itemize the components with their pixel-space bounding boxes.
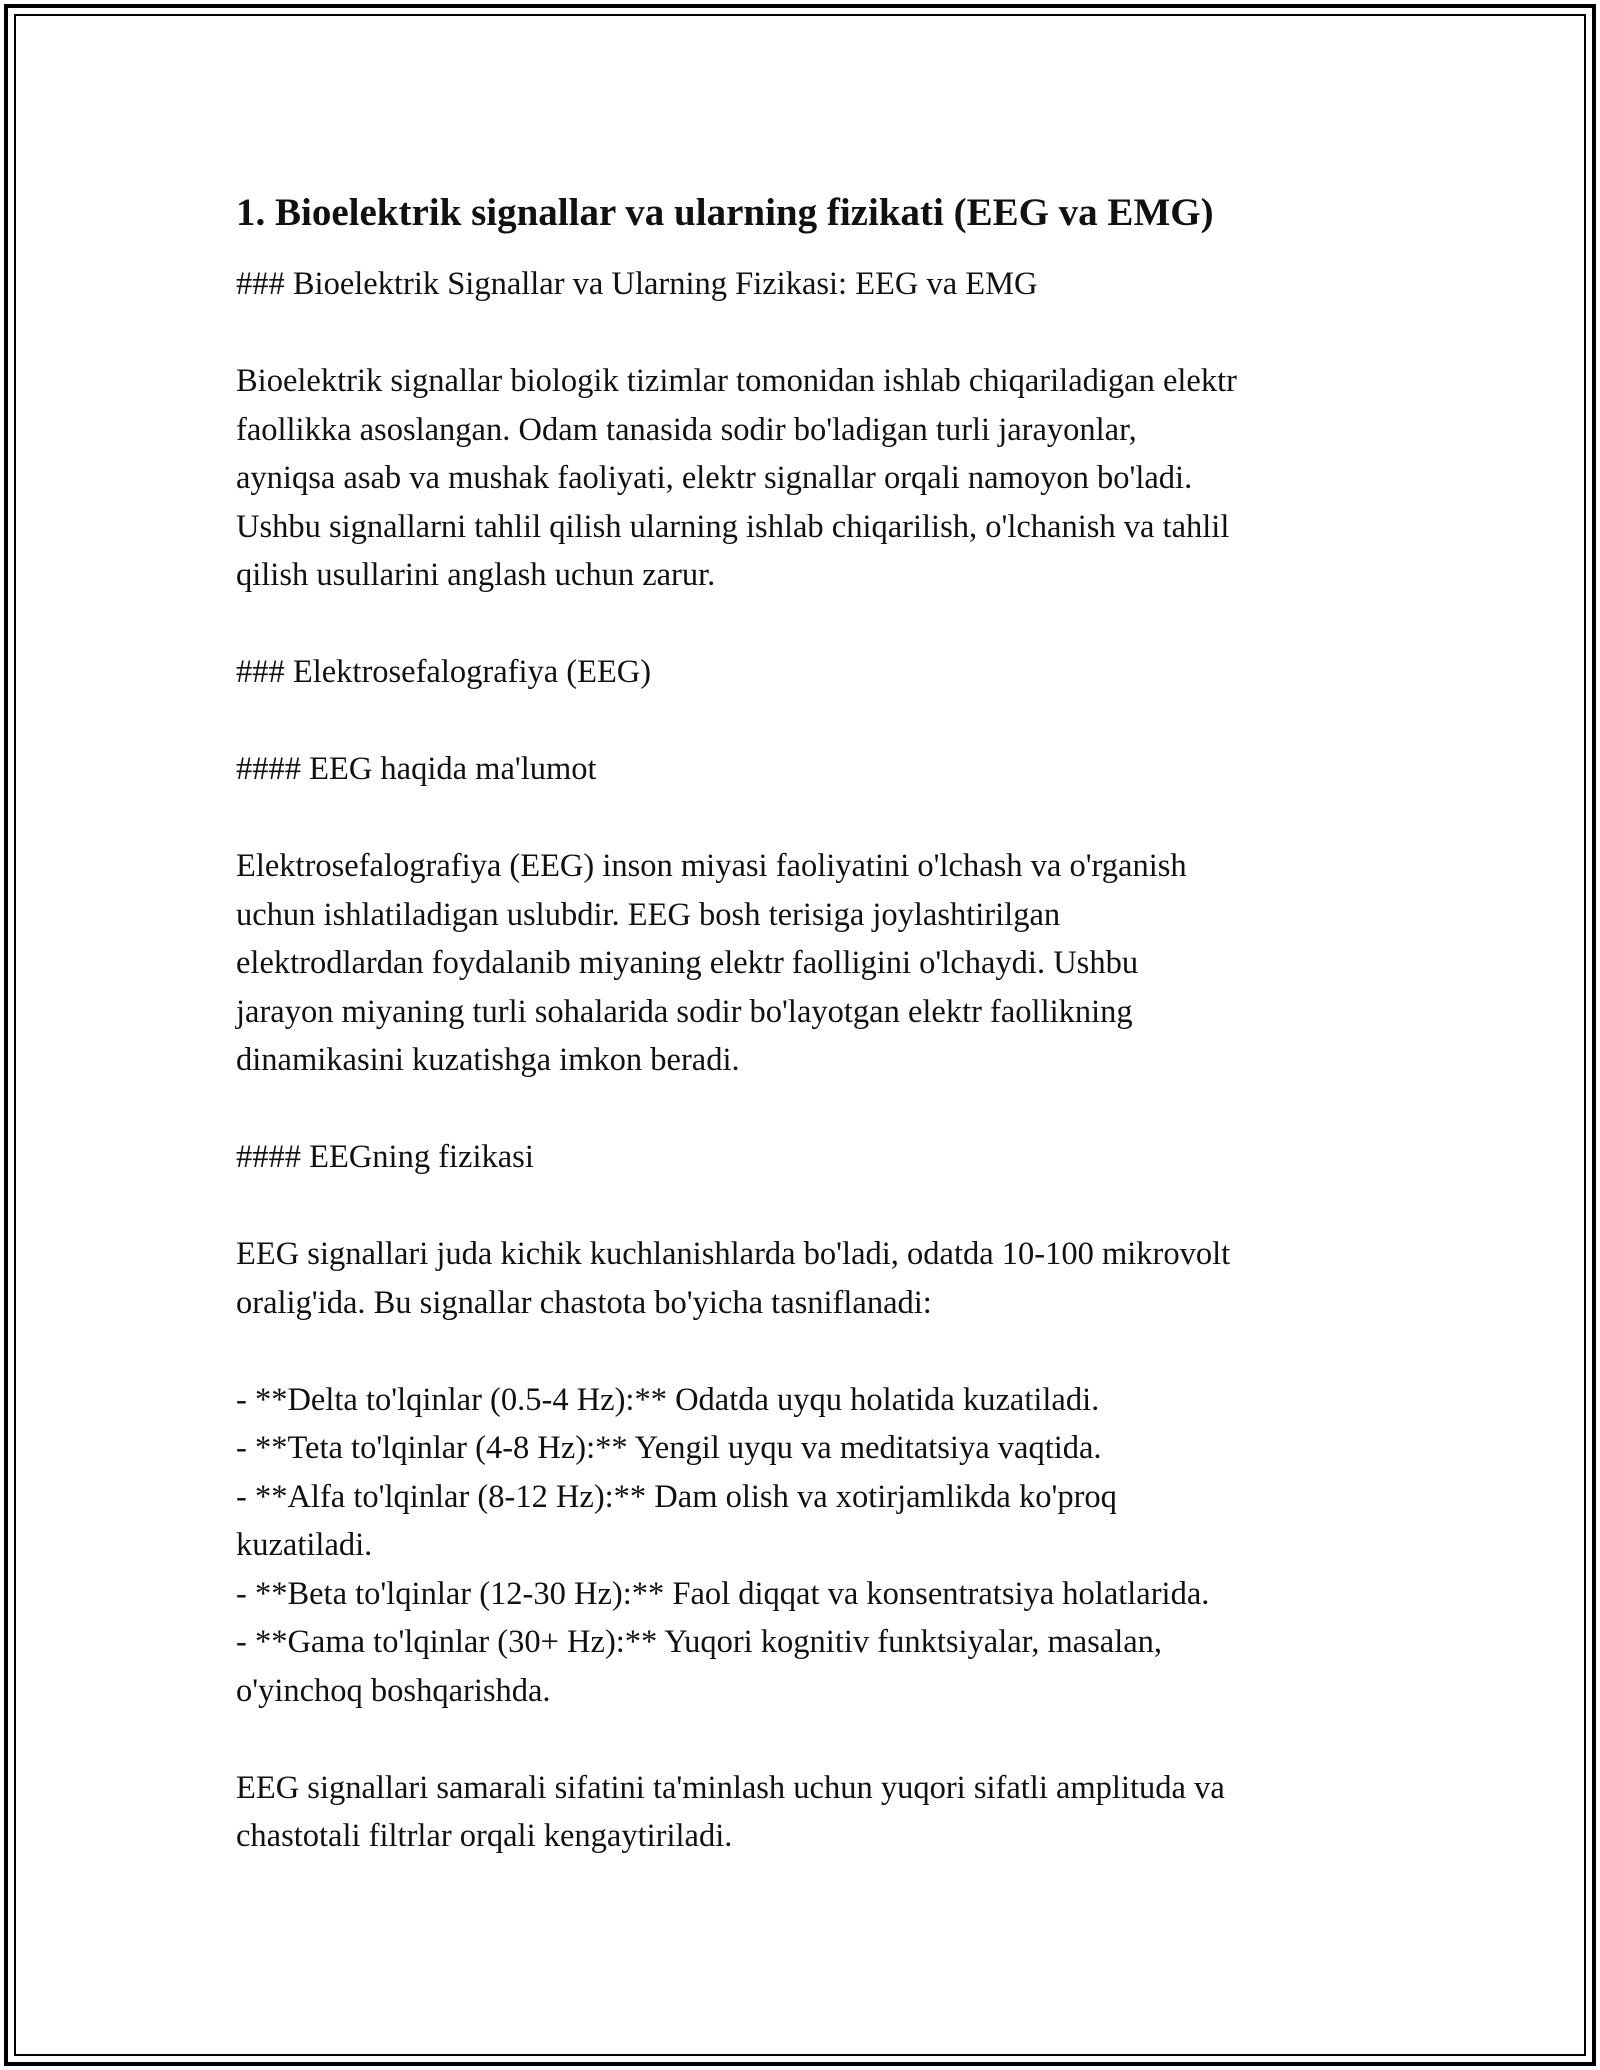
text-line: Bioelektrik signallar biologik tizimlar tomonidan ishlab chiqariladigan elektr xyxy=(236,363,1237,399)
text-line: elektrodlardan foydalanib miyaning elektr faolligini o'lchaydi. Ushbu xyxy=(236,945,1139,981)
text-line: qilish usullarini anglash uchun zarur. xyxy=(236,557,716,593)
blank-line xyxy=(236,697,1376,746)
text-line: jarayon miyaning turli sohalarida sodir bo'layotgan elektr faollikning xyxy=(236,993,1133,1030)
blank-line xyxy=(236,1085,1376,1134)
text-line: ayniqsa asab va mushak faoliyati, elektr signallar orqali namoyon bo'ladi. xyxy=(236,460,1193,496)
text-line: kuzatiladi. xyxy=(236,1527,373,1563)
document-title: 1. Bioelektrik signallar va ularning fizikati (EEG va EMG) xyxy=(236,191,1214,234)
document-text xyxy=(236,260,1376,1861)
text-line: - **Alfa to'lqinlar (8-12 Hz):** Dam olish va xotirjamlikda ko'proq xyxy=(236,1478,1117,1515)
text-line: o'yinchoq boshqarishda. xyxy=(236,1672,551,1709)
text-line: oralig'ida. Bu signallar chastota bo'yicha tasniflanadi: xyxy=(236,1284,932,1321)
blank-line xyxy=(236,1715,1376,1764)
text-line: #### EEG haqida ma'lumot xyxy=(236,751,597,787)
blank-line xyxy=(236,794,1376,843)
text-line: Ushbu signallarni tahlil qilish ularning ishlab chiqarilish, o'lchanish va tahlil xyxy=(236,508,1230,545)
text-line: - **Delta to'lqinlar (0.5-4 Hz):** Odatda uyqu holatida kuzatiladi. xyxy=(236,1381,1100,1418)
text-line: EEG signallari juda kichik kuchlanishlarda bo'ladi, odatda 10-100 mikrovolt xyxy=(236,1236,1231,1272)
document-body xyxy=(236,186,1376,1861)
blank-line xyxy=(236,309,1376,358)
text-line: faollikka asoslangan. Odam tanasida sodir bo'ladigan turli jarayonlar, xyxy=(236,411,1137,448)
text-line: #### EEGning fizikasi xyxy=(236,1139,534,1175)
blank-line xyxy=(236,600,1376,649)
text-line: - **Teta to'lqinlar (4-8 Hz):** Yengil uyqu va meditatsiya vaqtida. xyxy=(236,1430,1102,1466)
text-line: ### Bioelektrik Signallar va Ularning Fizikasi: EEG va EMG xyxy=(236,266,1038,302)
text-line: ### Elektrosefalografiya (EEG) xyxy=(236,654,652,690)
text-line: - **Beta to'lqinlar (12-30 Hz):** Faol diqqat va konsentratsiya holatlarida. xyxy=(236,1575,1210,1612)
text-line: dinamikasini kuzatishga imkon beradi. xyxy=(236,1042,740,1078)
text-line: - **Gama to'lqinlar (30+ Hz):** Yuqori kognitiv funktsiyalar, masalan, xyxy=(236,1624,1163,1660)
text-line: EEG signallari samarali sifatini ta'minlash uchun yuqori sifatli amplituda va xyxy=(236,1769,1225,1806)
blank-line xyxy=(236,1327,1376,1376)
blank-line xyxy=(236,1182,1376,1231)
text-line: Elektrosefalografiya (EEG) inson miyasi faoliyatini o'lchash va o'rganish xyxy=(236,848,1187,884)
text-line: chastotali filtrlar orqali kengaytiriladi. xyxy=(236,1818,733,1854)
text-line: uchun ishlatiladigan uslubdir. EEG bosh terisiga joylashtirilgan xyxy=(236,896,1061,933)
